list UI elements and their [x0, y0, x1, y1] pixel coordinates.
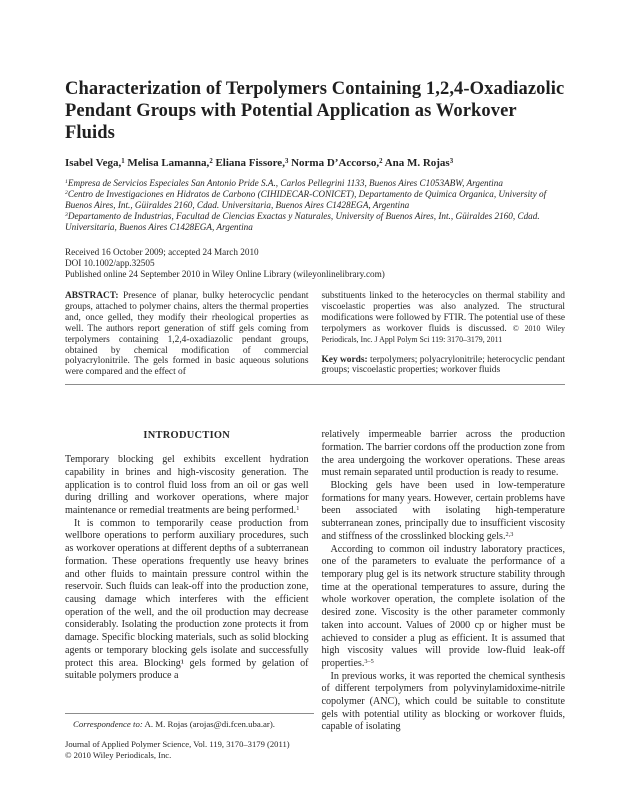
abstract-column-left: [65, 291, 309, 378]
abstract-text: ABSTRACT: Presence of planar, bulky heterocyclic pendant groups, attached to polymer chains, alters the thermal properties and, once gelled, they modify their rheological properties as well. The authors report generation of stiff gels coming from terpolymers containing 1,2,4-oxadiazolic pendant groups, obtained by chemical modification of commercial polyacrylonitrile. The gels formed in basic aqueous solutions were compared and the effect of: [65, 291, 309, 378]
abstract-text: substituents linked to the heterocycles on thermal stability and viscoelastic properties was also analyzed. The structural modifications were followed by FTIR. The potential use of these terpolymers as workover fluids is discussed. © 2010 Wiley Periodicals, Inc. J Appl Polym Sci 119: 3170–3179, 2011: [321, 291, 565, 344]
affiliation-text: Centro de Investigaciones en Hidratos de Carbono (CIHIDECAR-CONICET), Departamento de Quimica Organica, University of Buenos Aires, Int., Güiraldes 2160, Cdad. Universitaria, Buenos Aires C1428EGA, Argentina: [65, 189, 547, 210]
abstract-label: ABSTRACT:: [65, 291, 119, 301]
authors-line: [65, 157, 565, 170]
keywords-label: Key words:: [321, 354, 368, 365]
author-affiliation-ref: 1: [121, 157, 125, 165]
journal-citation-block: [65, 739, 314, 761]
keywords-line: [322, 355, 566, 377]
author-name: Ana M. Rojas: [382, 157, 450, 169]
affiliation-number: 3: [65, 212, 68, 219]
affiliation-item: [65, 178, 565, 189]
section-heading-introduction: INTRODUCTION: [143, 430, 231, 442]
abstract-copyright: © 2010 Wiley Periodicals, Inc. J Appl Polym Sci 119: 3170–3179, 2011: [321, 323, 565, 344]
paragraph: Blocking gels have been used in low-temperature formations for many years. However, certain problems have been associated with isolating high-temperature subterranean zones, principally due to insufficient viscosity and stiffness of the crosslinked blocking gels.$^{2,3}$: [321, 480, 565, 542]
author-affiliation-ref: 3: [449, 157, 454, 165]
correspondence-note: [65, 719, 314, 730]
copyright-notice: © 2010 Wiley Periodicals, Inc.: [65, 750, 172, 760]
page-title: Characterization of Terpolymers Containing 1,2,4-Oxadiazolic Pendant Groups with Potential Application as Workover Fluids: [65, 79, 565, 143]
reference-superscript: 2,3: [505, 531, 514, 539]
page-footnote: [65, 713, 314, 761]
paragraph: In previous works, it was reported the chemical synthesis of different terpolymers from polyvinylamidoxime-nitrile copolymer (ANC), which could be suitable to constitute gels with potential utility as blocking or workover fluids, capable of isolating: [321, 670, 565, 733]
published-line: Published online 24 September 2010 in Wiley Online Library (wileyonlinelibrary.com): [65, 269, 385, 279]
abstract-section: [65, 291, 565, 378]
affiliation-item: [65, 189, 565, 211]
author-name: Norma D’Accorso,: [288, 157, 380, 169]
author-affiliation-ref: 2: [209, 157, 213, 165]
affiliation-number: 1: [65, 179, 68, 186]
author-affiliation-ref: 3: [284, 157, 289, 165]
paragraph: According to common oil industry laboratory practices, one of the parameters to evaluate the performance of a temporary plug gel is its network structure stability through time at the operational temperatures to assure, during the whole workover operation, the complete isolation of the desired zone. Viscosity is the other parameter commonly taken into account. Values of 2000 cp or higher must be achieved to consider a plug as efficient. It is assumed that high viscosity values will provide low-fluid leak-off properties.$^{3-5}$: [321, 543, 565, 669]
affiliation-text: Departamento de Industrias, Facultad de Ciencias Exactas y Naturales, University of Buenos Aires, Int., Güiraldes 2160, Cdad. Universitaria, Buenos Aires C1428EGA, Argentina: [65, 211, 540, 232]
publication-history: [65, 247, 565, 280]
correspondence-label: Correspondence to:: [73, 719, 143, 729]
paragraph: It is common to temporarily cease production from wellbore operations to perform auxiliary procedures, such as workover operations at different depths of a subterranean formation. These operations frequently use heavy brines and other fluids to maintain pressure control within the reservoir. Such fluids can leak-off into the production zone, causing damage which interferes with the efficient operation of the well, and the oil production may decrease considerably. Isolating the production zone protects it from damage. Specific blocking materials, such as solid blocking agents or temporary blocking gels isolate and successfully protect this area. Blocking¹ gels formed by gelation of suitable polymers produce a: [65, 517, 309, 682]
author-name: Melisa Lamanna,: [124, 157, 210, 169]
author-affiliation-ref: 2: [379, 157, 383, 165]
affiliations-block: [65, 178, 565, 233]
doi-line: DOI 10.1002/app.32505: [65, 258, 155, 268]
received-line: Received 16 October 2009; accepted 24 March 2010: [65, 247, 259, 257]
body-column-right: [322, 429, 566, 777]
author-name: Isabel Vega,: [65, 157, 122, 169]
section-divider: [65, 384, 565, 385]
affiliation-item: [65, 211, 565, 233]
journal-citation: Journal of Applied Polymer Science, Vol. 119, 3170–3179 (2011): [65, 739, 290, 749]
abstract-column-right: [322, 291, 566, 378]
affiliation-number: 2: [65, 190, 68, 197]
reference-superscript: 3–5: [364, 658, 374, 666]
affiliation-text: Empresa de Servicios Especiales San Antonio Pride S.A., Carlos Pellegrini 1133, Buenos Aires C1053ABW, Argentina: [67, 178, 503, 188]
reference-superscript: 1: [296, 505, 300, 513]
author-name: Eliana Fissore,: [212, 157, 285, 169]
paragraph: relatively impermeable barrier across the production formation. The barrier cordons off the production zone from the area undergoing the workover operations. These areas must remain separated until production is ready to resume.: [321, 429, 565, 479]
keywords-text: terpolymers; polyacrylonitrile; heterocyclic pendant groups; viscoelastic properties; workover fluids: [321, 354, 565, 376]
paragraph: Temporary blocking gel exhibits excellent hydration capability in brines and high-viscosity generation. The application is to control fluid loss from an oil or gas well during drilling and workover operations, where major maintenance or remedial treatments are being performed.$^1$: [65, 454, 309, 517]
correspondence-text: A. M. Rojas (arojas@di.fcen.uba.ar).: [142, 719, 275, 729]
